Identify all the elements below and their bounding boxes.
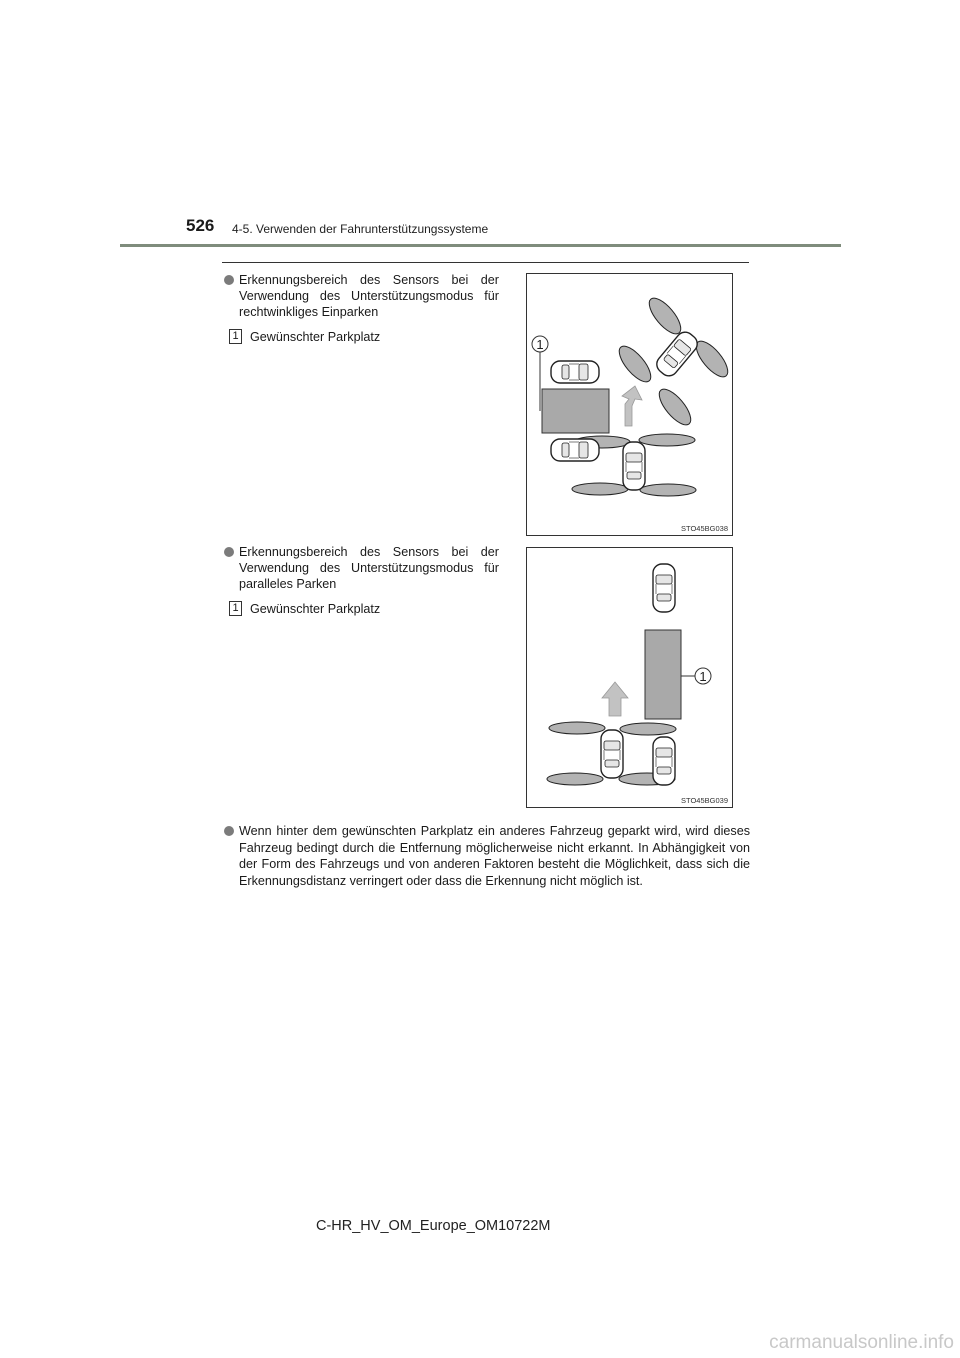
direction-arrow bbox=[622, 386, 642, 426]
maneuvering-car bbox=[653, 329, 701, 380]
legend-item bbox=[224, 601, 499, 616]
entering-car bbox=[623, 442, 645, 490]
figure-parallel-parking bbox=[526, 547, 733, 808]
figure-perpendicular-parking bbox=[526, 273, 733, 536]
legend-text: Gewünschter Parkplatz bbox=[250, 601, 381, 616]
figure-code: STO45BG038 bbox=[681, 524, 728, 533]
perpendicular-parking-illustration bbox=[527, 274, 732, 535]
bullet-text: Erkennungsbereich des Sensors bei der Verwendung des Unterstützungsmodus für rechtwinkliges Einparken bbox=[239, 273, 499, 319]
bullet-dot bbox=[224, 275, 234, 285]
bullet-parallel-parking bbox=[224, 544, 499, 616]
section-title: 4-5. Verwenden der Fahrunterstützungssysteme bbox=[232, 222, 489, 236]
desired-parking-space bbox=[542, 389, 609, 433]
parked-car-top bbox=[551, 361, 599, 383]
parking-car bbox=[601, 730, 623, 778]
desired-parking-space bbox=[645, 630, 681, 719]
legend-number: 1 bbox=[229, 329, 242, 344]
page-number: 526 bbox=[186, 216, 215, 235]
callout-number: 1 bbox=[536, 337, 544, 352]
parked-car-rear bbox=[653, 737, 675, 785]
bullet-perpendicular-parking bbox=[224, 272, 499, 344]
header-rule bbox=[120, 244, 841, 247]
legend-item bbox=[224, 329, 499, 344]
legend-number: 1 bbox=[229, 601, 242, 616]
parked-car-bottom bbox=[551, 439, 599, 461]
direction-arrow bbox=[602, 682, 628, 716]
callout-number: 1 bbox=[699, 669, 707, 684]
parallel-parking-illustration bbox=[527, 548, 732, 807]
bullet-detection-note bbox=[224, 823, 750, 889]
bullet-dot bbox=[224, 547, 234, 557]
bullet-text: Erkennungsbereich des Sensors bei der Verwendung des Unterstützungsmodus für paralleles Parken bbox=[239, 545, 499, 591]
watermark: carmanualsonline.info bbox=[769, 1332, 954, 1353]
document-code: C-HR_HV_OM_Europe_OM10722M bbox=[316, 1218, 551, 1234]
content-rule bbox=[222, 262, 749, 263]
note-text: Wenn hinter dem gewünschten Parkplatz ein anderes Fahrzeug geparkt wird, wird dieses Fahrzeug bedingt durch die Entfernung möglicherweise nicht erkannt. In Abhängigkeit von der Form des Fahrzeugs und von anderen Faktoren besteht die Möglichkeit, dass sich die Erkennungsdistanz verringert oder dass die Erkennung nicht möglich ist. bbox=[239, 824, 750, 888]
parked-car-front bbox=[653, 564, 675, 612]
figure-code: STO45BG039 bbox=[681, 796, 728, 805]
legend-text: Gewünschter Parkplatz bbox=[250, 329, 381, 344]
bullet-dot bbox=[224, 826, 234, 836]
